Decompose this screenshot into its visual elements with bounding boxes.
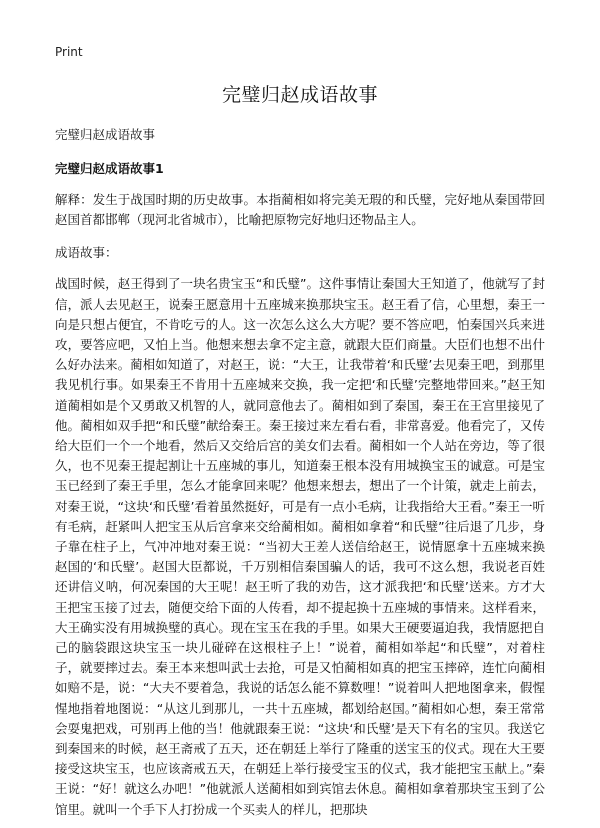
story-label: 成语故事：	[55, 245, 118, 261]
document-subtitle: 完璧归赵成语故事	[55, 127, 156, 142]
section-heading: 完璧归赵成语故事1	[55, 161, 164, 176]
story-paragraph: 战国时候，赵王得到了一块名贵宝玉“和氏璧”。这件事情让秦国大王知道了，他就写了封信，派人去见赵王，说秦王愿意用十五座城来换那块宝玉。赵王看了信，心里想，秦王一向是只想占便宜，不肯吃亏的人。这一次怎么这么大方呢？要不答应吧，怕秦国兴兵来进攻，要答应吧，又怕上当。他想来想去拿不定主意，就跟大臣们商量。大臣们也想不出什么好办法来。蔺相如知道了，对赵王，说：“大王，让我带着‘和氏璧’去见秦王吧，到那里我见机行事。如果秦王不肯用十五座城来交换，我一定把‘和氏璧’完整地带回来。”赵王知道蔺相如是个又勇敢又机智的人，就同意他去了。蔺相如到了秦国，秦王在王宫里接见了他。蔺相如双手把“和氏璧”献给秦王。秦王接过来左看右看，非常喜爱。他看完了，又传给大臣们一个一个地看，然后又交给后宫的美女们去看。蔺相如一个人站在旁边，等了很久，也不见秦王提起割让十五座城的事儿，知道秦王根本没有用城换宝玉的诚意。可是宝玉已经到了秦王手里，怎么才能拿回来呢？他想来想去，想出了一个计策，就走上前去，对秦王说，“这块‘和氏璧’看着虽然挺好，可是有一点小毛病，让我指给大王看。”秦王一听有毛病，赶紧叫人把宝玉从后宫拿来交给蔺相如。蔺相如拿着“和氏璧”往后退了几步，身子靠在柱子上，气冲冲地对秦王说：“当初大王差人送信给赵王，说情愿拿十五座城来换赵国的‘和氏璧’。赵国大臣都说，千万别相信秦国骗人的话，我可不这么想，我说老百姓还讲信义呐，何况秦国的大王呢！赵王听了我的劝告，这才派我把‘和氏璧’送来。方才大王把宝玉接了过去，随便交给下面的人传看，却不提起换十五座城的事情来。这样看来，大王确实没有用城换璧的真心。现在宝玉在我的手里。如果大王硬要逼迫我，我情愿把自己的脑袋跟这块宝玉一块儿碰碎在这根柱子上！”说着，蔺相如举起“和氏璧”，对着柱子，就要摔过去。秦王本来想叫武士去抢，可是又怕蔺相如真的把宝玉摔碎，连忙向蔺相如赔不是，说：“大夫不要着急，我说的话怎么能不算数哩！”说着叫人把地图拿来，假惺惺地指着地图说：“从这儿到那儿，一共十五座城，都划给赵国。”蔺相如心想，秦王常常会耍鬼把戏，可别再上他的当！他就跟秦王说：“这块‘和氏璧’是天下有名的宝贝。我送它到秦国来的时候，赵王斋戒了五天，还在朝廷上举行了隆重的送宝玉的仪式。现在大王要接受这块宝玉，也应该斋戒五天，在朝廷上举行接受宝玉的仪式，我才能把宝玉献上。”秦王说：“好！就这么办吧！”他就派人送蔺相如到宾馆去休息。蔺相如拿着那块宝玉到了公馆里。就叫一个手下人打扮成一个买卖人的样儿，把那块	[55, 276, 545, 817]
print-label: Print	[55, 45, 83, 59]
explanation-paragraph: 解释：发生于战国时期的历史故事。本指蔺相如将完美无瑕的和氏璧，完好地从秦国带回赵国首都邯郸（现河北省城市），比喻把原物完好地归还物品主人。	[55, 192, 545, 228]
document-title: 完璧归赵成语故事	[221, 84, 378, 106]
